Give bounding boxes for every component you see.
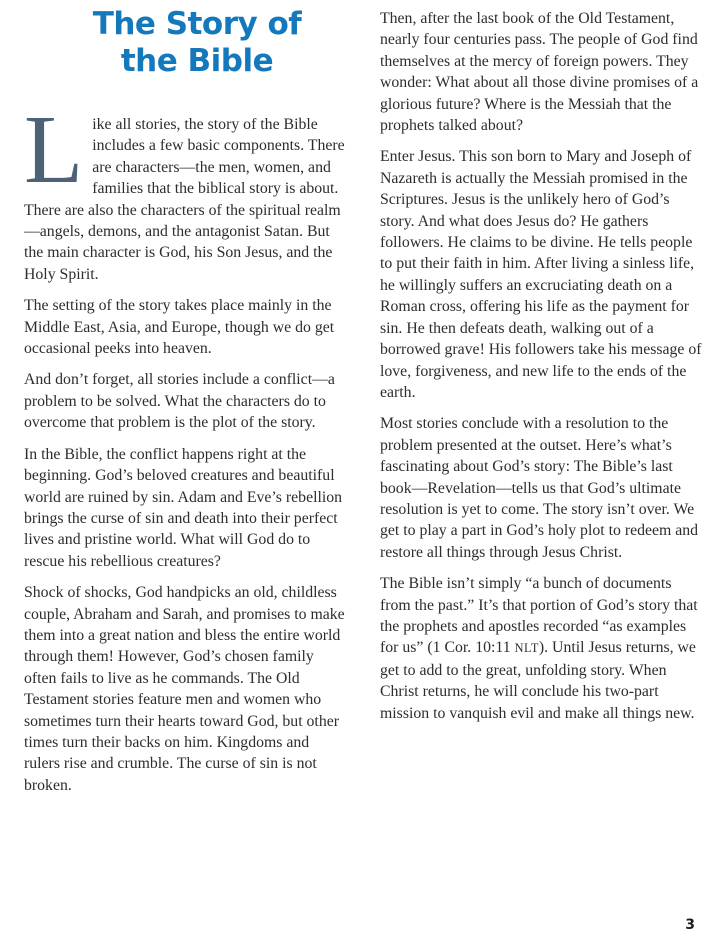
- page-title: [37, 6, 357, 80]
- paragraph-text: ). Until Jesus returns, we get to add to the great, unfolding story. When Christ returns, he will conclude his two-part mission to vanquish evil and make all things new.: [380, 639, 696, 722]
- paragraph-text: The Bible isn’t simply “a bunch of documents from the past.” It’s that portion of God’s story that the prophets and apostles recorded “as examples for us” (1 Cor. 10:11: [380, 575, 698, 657]
- paragraph-text: Then, after the last book of the Old Testament, nearly four centuries pass. The people of God find themselves at the mercy of foreign powers. They wonder: What about all those divine promises of a glorious future? Where is the Messiah that the prophets talked about?: [380, 10, 699, 135]
- title-line-2: the Bible: [120, 43, 274, 79]
- paragraph: [380, 573, 702, 724]
- paragraph: [380, 413, 702, 563]
- smallcaps-text: NLT: [514, 641, 539, 656]
- paragraph-text: ike all stories, the story of the Bible includes a few basic components. There are characters—the men, women, and families that the biblical story is about. There are also the characters of the spiritual realm—angels, demons, and the antagonist Satan. But the main character is God, his Son Jesus, and the Holy Spirit.: [24, 116, 345, 283]
- paragraph-text: Most stories conclude with a resolution to the problem presented at the outset. Here’s what’s fascinating about God’s story: The Bible’s last book—Revelation—tells us that God’s ultimate resolution is yet to come. The story isn’t over. We get to play a part in God’s holy plot to redeem and restore all things through Jesus Christ.: [380, 415, 699, 561]
- paragraph: [24, 582, 346, 796]
- paragraph: [24, 96, 346, 285]
- page-number: 3: [685, 917, 695, 933]
- paragraph: [380, 146, 702, 403]
- paragraph-text: And don’t forget, all stories include a conflict—a problem to be solved. What the characters do to overcome that problem is the plot of the story.: [24, 371, 335, 432]
- right-column: [380, 8, 702, 724]
- paragraph: [380, 8, 702, 136]
- paragraph: [24, 444, 346, 572]
- paragraph-text: The setting of the story takes place mainly in the Middle East, Asia, and Europe, though we do get occasional peeks into heaven.: [24, 297, 335, 358]
- paragraph-text: Enter Jesus. This son born to Mary and Joseph of Nazareth is actually the Messiah promised in the Scriptures. Jesus is the unlikely hero of God’s story. And what does Jesus do? He gathers followers. He claims to be divine. He tells people to put their faith in him. After living a sinless life, he willingly suffers an excruciating death on a Roman cross, offering his life as the payment for sin. He then defeats death, walking out of a borrowed grave! His followers take his message of love, forgiveness, and new life to the ends of the earth.: [380, 148, 702, 401]
- left-column: [24, 96, 346, 796]
- paragraph: [24, 295, 346, 359]
- drop-cap: L: [24, 96, 84, 203]
- paragraph-text: Shock of shocks, God handpicks an old, childless couple, Abraham and Sarah, and promises to make them into a great nation and bless the entire world through them! However, God’s chosen family often fails to live as he commands. The Old Testament stories feature men and women who sometimes turn their hearts toward God, but other times turn their backs on him. Kingdoms and rulers rise and crumble. The curse of sin is not broken.: [24, 584, 345, 794]
- paragraph-text: In the Bible, the conflict happens right at the beginning. God’s beloved creatures and beautiful world are ruined by sin. Adam and Eve’s rebellion brings the curse of sin and death into their perfect lives and pristine world. What will God do to rescue his rebellious creatures?: [24, 445, 343, 570]
- title-line-1: The Story of: [92, 6, 302, 42]
- paragraph: [24, 369, 346, 433]
